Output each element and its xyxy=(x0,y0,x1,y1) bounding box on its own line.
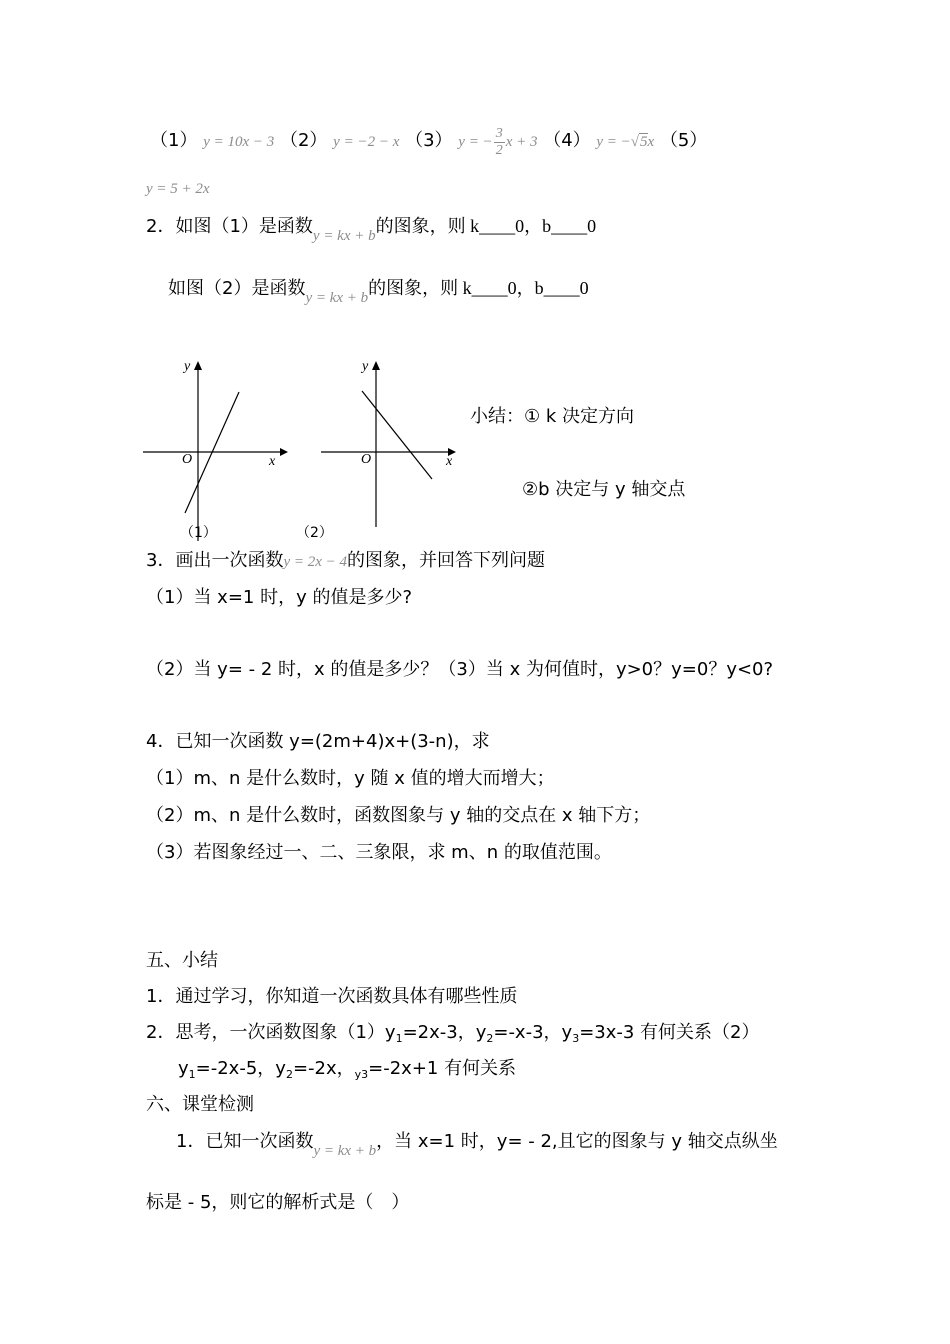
question-4-1: （1）m、n 是什么数时，y 随 x 值的增大而增大； xyxy=(146,768,555,789)
section-5-item-2-cont: $y_1=-2x-5$，$y_2=-2x$，$_{y3}$=-2x+1 有何关系 xyxy=(178,1058,517,1081)
section-5-item-1: 1．通过学习，你知道一次函数具体有哪些性质 xyxy=(146,986,518,1007)
graph-2-caption: （2） xyxy=(296,525,333,541)
equation-5-line xyxy=(146,176,210,201)
section-6-question-1: 1．已知一次函数$_{y = kx + b}$，当 x=1 时，y= - 2,且它的图象与 y 轴交点纵坐 xyxy=(176,1131,778,1159)
question-4-3: （3）若图象经过一、二、三象限，求 m、n 的取值范围。 xyxy=(146,842,612,863)
x-label: x xyxy=(446,454,453,469)
graph-1 xyxy=(140,355,290,545)
graph-2 xyxy=(318,355,468,530)
section-5-item-2: 2．思考，一次函数图象$(1)y_1=2x-3$，$y_2=-x-3$，$y_3=3x-3$ 有何关系（2） xyxy=(146,1022,760,1045)
section-5-title: 五、小结 xyxy=(146,950,218,971)
equation-2: y = −2 − x xyxy=(333,133,400,150)
equation-4: y = −√5x xyxy=(596,133,655,150)
function-line xyxy=(362,391,432,479)
section-6-title: 六、课堂检测 xyxy=(146,1094,254,1115)
graph-1-caption: （1） xyxy=(180,525,217,541)
x-label: x xyxy=(269,454,276,469)
equation-3: y = − $\frac{3}{2}$ x + 3 xyxy=(458,126,538,158)
section-6-question-1-cont: 标是 - 5，则它的解析式是（ ） xyxy=(146,1192,410,1213)
question-2a: 2．如图（1）是函数$_{y = kx + b}$的图象，则 k____0，b____0 xyxy=(146,216,597,244)
question-3-2: （2）当 y= - 2 时，x 的值是多少？（3）当 x 为何值时，y>0？y=0？y<0? xyxy=(146,659,774,680)
equation-1: y = 10x − 3 xyxy=(203,133,275,150)
x-axis-arrow xyxy=(280,448,288,456)
question-3: 3．画出一次函数y = 2x − 4的图象，并回答下列问题 xyxy=(146,550,546,571)
y-axis-arrow xyxy=(372,361,380,370)
summary-note-k: 小结：① k 决定方向 xyxy=(470,406,635,427)
question-4-2: （2）m、n 是什么数时，函数图象与 y 轴的交点在 x 轴下方； xyxy=(146,805,651,826)
origin-label: O xyxy=(361,452,372,467)
question-4: 4．已知一次函数 y=(2m+4)x+(3-n)，求 xyxy=(146,731,490,752)
equation-5: y = 5 + 2x xyxy=(146,181,210,197)
functions-list: （1） y = 10x − 3 （2） y = −2 − x （3） y = − $\frac{3}{2}$ x + 3 （4） y = −√5x （5） xyxy=(150,126,708,158)
origin-label: O xyxy=(182,452,193,467)
summary-note-b: ②b 决定与 y 轴交点 xyxy=(522,479,686,500)
y-axis-arrow xyxy=(194,361,202,370)
question-2b: 如图（2）是函数$_{y = kx + b}$的图象，则 k____0，b____0 xyxy=(168,278,589,306)
question-3-1: （1）当 x=1 时，y 的值是多少? xyxy=(146,587,413,608)
y-label: y xyxy=(362,359,369,374)
y-label: y xyxy=(184,359,191,374)
